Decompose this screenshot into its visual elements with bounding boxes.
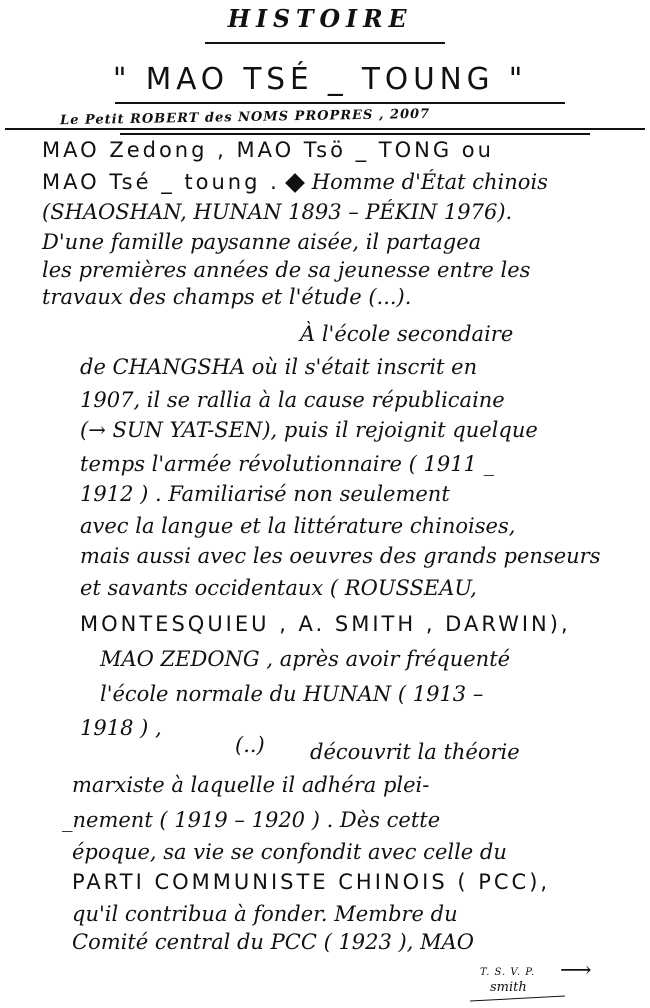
diamond-icon bbox=[285, 173, 305, 193]
text-line: époque, sa vie se confondit avec celle du bbox=[72, 840, 507, 864]
text-line: temps l'armée révolutionnaire ( 1911 _ bbox=[80, 452, 495, 476]
text-line bbox=[42, 170, 548, 194]
text-line: Comité central du PCC ( 1923 ), MAO bbox=[72, 930, 474, 954]
text-line: mais aussi avec les oeuvres des grands penseurs bbox=[80, 544, 601, 568]
source-underline-top bbox=[5, 128, 645, 130]
text-line: l'école normale du HUNAN ( 1913 – bbox=[100, 682, 484, 706]
text-line: (SHAOSHAN, HUNAN 1893 – PÉKIN 1976). bbox=[42, 200, 513, 224]
page-subtitle: " MAO TSÉ _ TOUNG " bbox=[112, 62, 528, 97]
text-line: PARTI COMMUNISTE CHINOIS ( PCC), bbox=[72, 870, 551, 894]
text-line: 1912 ) . Familiarisé non seulement bbox=[80, 482, 450, 506]
text-line: et savants occidentaux ( ROUSSEAU, bbox=[80, 576, 477, 600]
text-line: qu'il contribua à fonder. Membre du bbox=[72, 902, 458, 926]
page-title: HISTOIRE bbox=[227, 4, 413, 33]
title-underline bbox=[205, 42, 445, 44]
text-line: D'une famille paysanne aisée, il partagea bbox=[42, 230, 482, 254]
text-line: _nement ( 1919 – 1920 ) . Dès cette bbox=[62, 808, 441, 832]
text-line: marxiste à laquelle il adhéra plei- bbox=[72, 773, 430, 797]
text-line: À l'école secondaire bbox=[300, 322, 514, 346]
text-line-part: Homme d'État chinois bbox=[311, 170, 548, 194]
signature-underline bbox=[470, 996, 565, 1002]
source-reference: Le Petit ROBERT des NOMS PROPRES , 2007 bbox=[59, 106, 431, 129]
text-line: MONTESQUIEU , A. SMITH , DARWIN), bbox=[80, 612, 571, 636]
text-line: 1918 ) , bbox=[80, 716, 162, 740]
text-line: les premières années de sa jeunesse entre les bbox=[42, 258, 531, 282]
text-line: travaux des champs et l'étude (...). bbox=[42, 285, 412, 309]
signature: smith bbox=[490, 980, 527, 995]
source-underline-bottom bbox=[120, 133, 590, 135]
text-line: 1907, il se rallia à la cause républicaine bbox=[80, 388, 505, 412]
subtitle-underline bbox=[115, 102, 565, 104]
text-line: avec la langue et la littérature chinoises, bbox=[80, 514, 516, 538]
text-line: (..) bbox=[235, 733, 265, 757]
footer-note: T. S. V. P. bbox=[480, 967, 536, 978]
text-line-part: MAO Tsé _ toung . bbox=[42, 170, 280, 194]
text-line: MAO Zedong , MAO Tsö _ TONG ou bbox=[42, 138, 494, 162]
text-line: MAO ZEDONG , après avoir fréquenté bbox=[100, 647, 511, 671]
arrow-right-icon: ⟶ bbox=[560, 958, 592, 983]
text-line: de CHANGSHA où il s'était inscrit en bbox=[80, 355, 478, 379]
text-line: (→ SUN YAT-SEN), puis il rejoignit quelque bbox=[80, 418, 538, 442]
text-line: découvrit la théorie bbox=[310, 740, 520, 764]
